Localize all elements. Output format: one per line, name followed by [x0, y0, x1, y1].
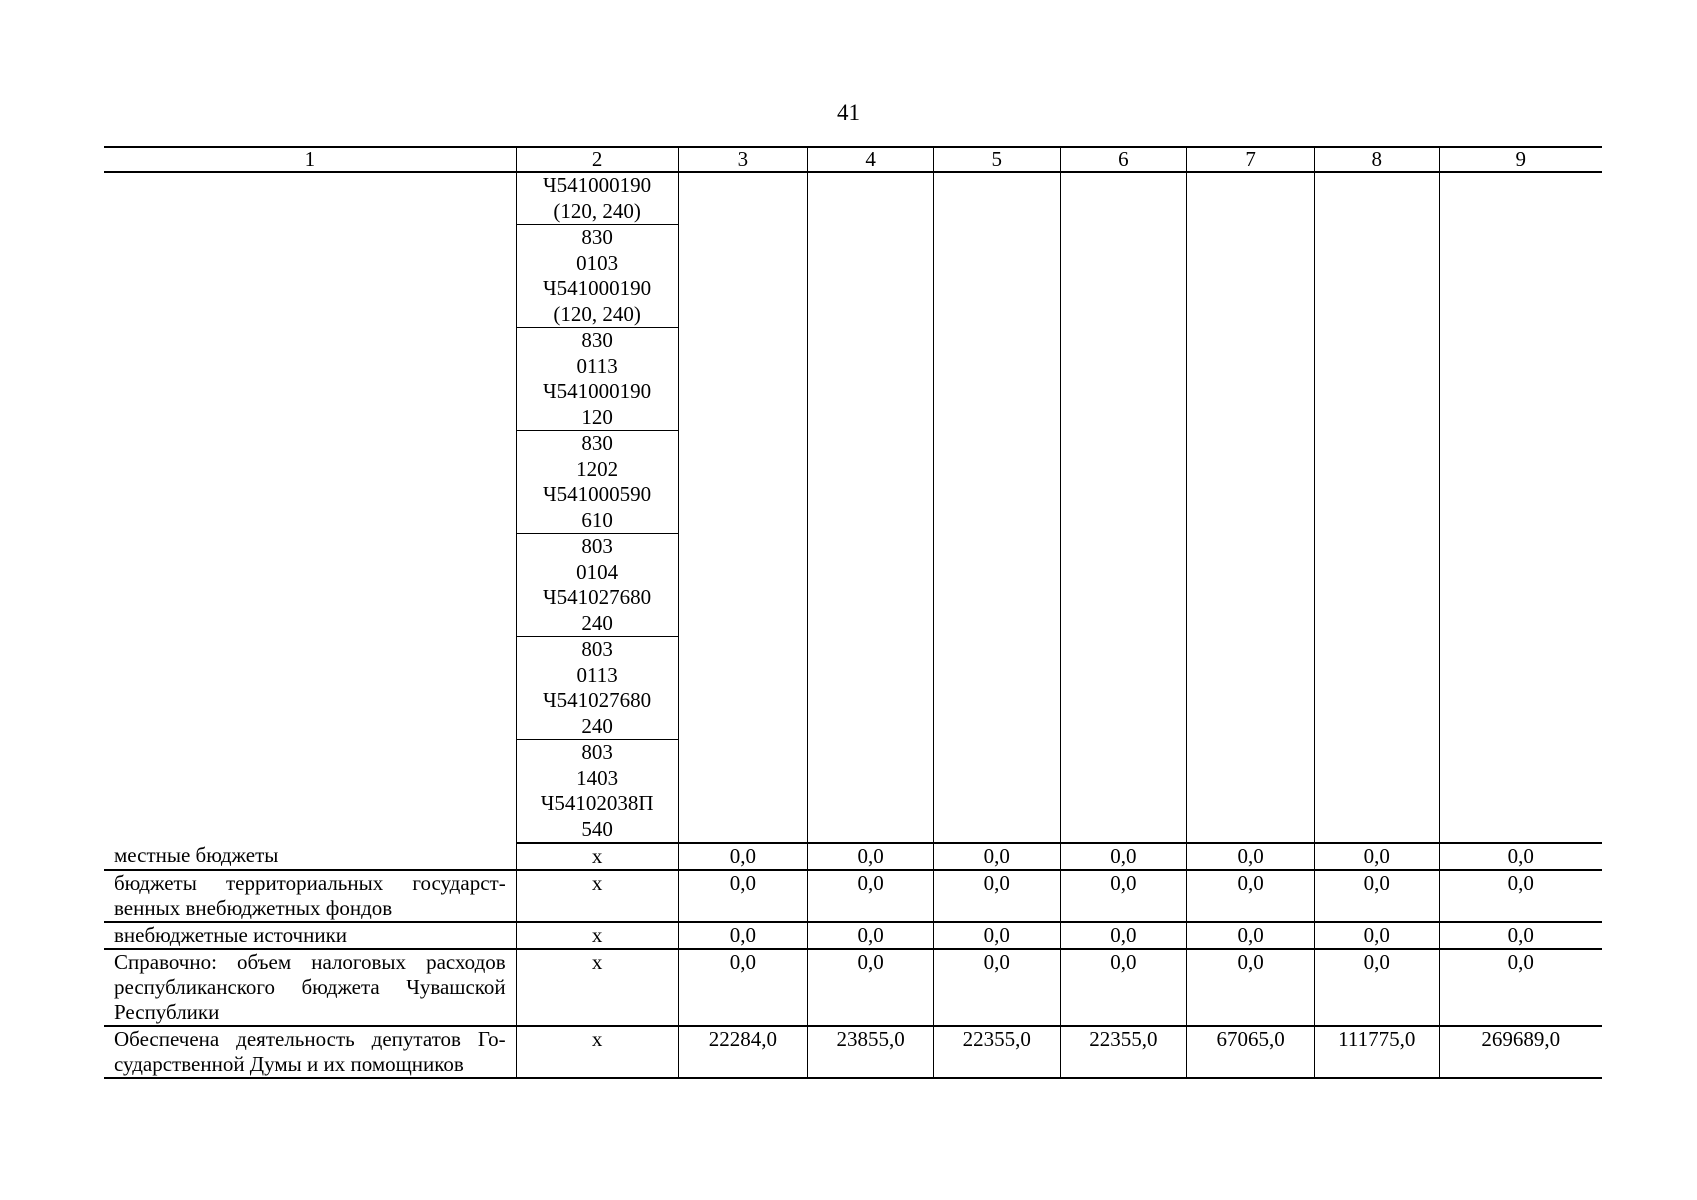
budget-code-line: 830 [581, 328, 613, 352]
budget-code-line: 0113 [576, 662, 618, 687]
header-cell: 5 [933, 147, 1060, 172]
value-cell: 0,0 [808, 843, 934, 870]
row-label-line: бюджеты территориальных государст- [114, 871, 506, 895]
row-label [104, 1026, 516, 1078]
value-cell: 0,0 [1187, 870, 1315, 922]
header-cell: 8 [1314, 147, 1439, 172]
table-row [104, 949, 1602, 1026]
empty-value-cell [1314, 172, 1439, 843]
code-cell: х [516, 1026, 678, 1078]
header-cell: 3 [678, 147, 808, 172]
value-cell: 0,0 [1314, 922, 1439, 949]
value-cell: 22355,0 [933, 1026, 1060, 1078]
budget-code-line: Ч541000190 [543, 276, 652, 300]
value-cell: 0,0 [1439, 922, 1602, 949]
budget-code-line: 240 [581, 713, 613, 738]
row-label-line: венных внебюджетных фондов [114, 896, 393, 920]
row-label-line: местные бюджеты [114, 843, 279, 867]
budget-code-block [517, 431, 678, 534]
code-cell: х [516, 922, 678, 949]
header-cell: 2 [516, 147, 678, 172]
empty-value-cell [933, 172, 1060, 843]
budget-code-block [517, 328, 678, 431]
empty-value-cell [1060, 172, 1187, 843]
value-cell: 0,0 [1314, 949, 1439, 1026]
value-cell: 0,0 [1314, 843, 1439, 870]
budget-code-line: 1202 [576, 456, 619, 481]
row-label-line: республиканского бюджета Чувашской [114, 975, 506, 999]
budget-code-line: Ч541027680 [543, 688, 652, 712]
value-cell: 0,0 [1439, 949, 1602, 1026]
header-cell: 6 [1060, 147, 1187, 172]
budget-code-line: (120, 240) [553, 301, 641, 326]
value-cell: 0,0 [808, 922, 934, 949]
row-label-line: внебюджетные источники [114, 923, 348, 947]
row-label-line: Обеспечена деятельность депутатов Го- [114, 1027, 506, 1051]
budget-code-line: 120 [581, 404, 613, 429]
row-label-line: Республики [114, 1000, 220, 1024]
budget-code-line: 803 [581, 637, 613, 661]
budget-code-block [517, 534, 678, 637]
value-cell: 0,0 [678, 870, 808, 922]
value-cell: 22355,0 [1060, 1026, 1187, 1078]
budget-code-line: 803 [581, 534, 613, 558]
budget-code-block [517, 740, 678, 842]
budget-code-line: 540 [581, 816, 613, 841]
budget-code-line: (120, 240) [553, 198, 641, 223]
value-cell: 0,0 [1060, 870, 1187, 922]
value-cell: 0,0 [1439, 870, 1602, 922]
budget-codes-cell [516, 172, 678, 843]
row-label [104, 949, 516, 1026]
value-cell: 0,0 [808, 870, 934, 922]
code-cell: х [516, 843, 678, 870]
row-label-line: Справочно: объем налоговых расходов [114, 950, 506, 974]
table-row [104, 870, 1602, 922]
value-cell: 0,0 [678, 843, 808, 870]
budget-code-block [517, 173, 678, 225]
value-cell: 22284,0 [678, 1026, 808, 1078]
value-cell: 0,0 [678, 922, 808, 949]
header-cell: 9 [1439, 147, 1602, 172]
budget-code-line: 610 [581, 507, 613, 532]
row-label-line: сударственной Думы и их помощников [114, 1052, 464, 1076]
value-cell: 0,0 [1187, 949, 1315, 1026]
budget-codes-row [104, 172, 1602, 843]
budget-code-line: Ч541027680 [543, 585, 652, 609]
table-row [104, 922, 1602, 949]
row-label [104, 922, 516, 949]
value-cell: 0,0 [678, 949, 808, 1026]
value-cell: 269689,0 [1439, 1026, 1602, 1078]
value-cell: 0,0 [1187, 922, 1315, 949]
value-cell: 0,0 [1060, 949, 1187, 1026]
row-label [104, 870, 516, 922]
value-cell: 23855,0 [808, 1026, 934, 1078]
budget-code-line: Ч541000190 [543, 173, 652, 197]
budget-code-line: 803 [581, 740, 613, 764]
budget-code-line: 1403 [576, 765, 619, 790]
row-label [104, 843, 516, 870]
value-cell: 67065,0 [1187, 1026, 1315, 1078]
budget-code-line: 240 [581, 610, 613, 635]
budget-code-line: 0104 [576, 559, 619, 584]
value-cell: 0,0 [933, 870, 1060, 922]
budget-code-line: Ч54102038П [540, 791, 654, 815]
budget-code-line: 830 [581, 431, 613, 455]
code-cell: х [516, 870, 678, 922]
value-cell: 0,0 [933, 843, 1060, 870]
header-row [104, 147, 1602, 172]
budget-code-line: 830 [581, 225, 613, 249]
value-cell: 111775,0 [1314, 1026, 1439, 1078]
empty-value-cell [678, 172, 808, 843]
header-cell: 7 [1187, 147, 1315, 172]
table-row [104, 1026, 1602, 1078]
header-cell: 4 [808, 147, 934, 172]
value-cell: 0,0 [808, 949, 934, 1026]
budget-code-line: Ч541000590 [543, 482, 652, 506]
code-cell: х [516, 949, 678, 1026]
budget-code-block [517, 225, 678, 328]
budget-table [104, 146, 1602, 1079]
value-cell: 0,0 [933, 922, 1060, 949]
value-cell: 0,0 [1314, 870, 1439, 922]
empty-value-cell [1187, 172, 1315, 843]
value-cell: 0,0 [1060, 843, 1187, 870]
budget-code-line: Ч541000190 [543, 379, 652, 403]
budget-code-line: 0113 [576, 353, 618, 378]
page-number: 41 [837, 100, 860, 125]
value-cell: 0,0 [1187, 843, 1315, 870]
value-cell: 0,0 [1060, 922, 1187, 949]
table-row [104, 843, 1602, 870]
value-cell: 0,0 [933, 949, 1060, 1026]
value-cell: 0,0 [1439, 843, 1602, 870]
empty-label-cell [104, 172, 516, 843]
empty-value-cell [1439, 172, 1602, 843]
empty-value-cell [808, 172, 934, 843]
header-cell: 1 [104, 147, 516, 172]
budget-code-line: 0103 [576, 250, 619, 275]
budget-code-block [517, 637, 678, 740]
